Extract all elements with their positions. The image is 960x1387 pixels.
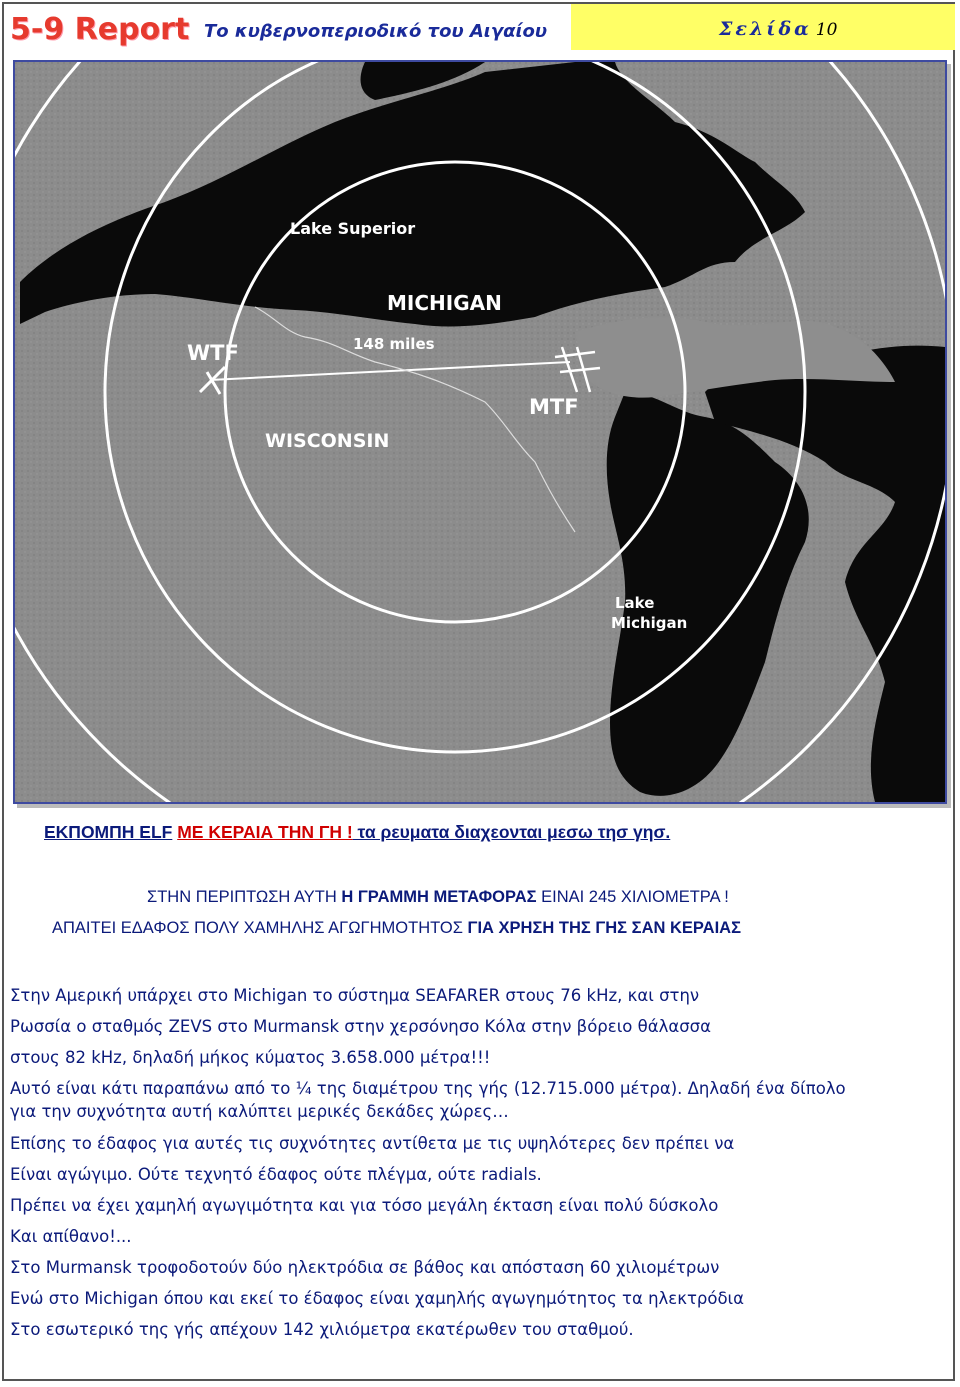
caption-elf: ΕΚΠΟΜΠΗ ELF <box>44 822 173 842</box>
label-distance: 148 miles <box>353 335 435 353</box>
header-title-area <box>4 4 567 48</box>
ground-requirement-text: ΑΠΑΙΤΕΙ ΕΔΑΦΟΣ ΠΟΛΥ ΧΑΜΗΛΗΣ ΑΓΩΓΗΜΟΤΗΤΟΣ ΓΙΑ ΧΡΗΣΗ ΤΗΣ ΓΗΣ ΣΑΝ ΚΕΡΑΙΑΣ <box>52 919 741 937</box>
caption-earth-antenna: ΜΕ ΚΕΡΑΙΑ ΤΗΝ ΓΗ ! <box>177 822 353 842</box>
body-line-10: Στο Murmansk τροφοδοτούν δύο ηλεκτρόδια σε βάθος και απόσταση 60 χιλιομέτρων <box>10 1258 720 1277</box>
body-line-4: Αυτό είναι κάτι παραπάνω από το ¼ της διαμέτρου της γής (12.715.000 μέτρα). Δηλαδή ένα δίπολο <box>10 1079 846 1098</box>
page-number: 10 <box>815 20 838 40</box>
label-lake-superior: Lake Superior <box>290 219 416 238</box>
map-image <box>13 60 947 804</box>
body-line-5: για την συχνότητα αυτή καλύπτει μερικές δεκάδες χώρες… <box>10 1102 509 1121</box>
label-wtf: WTF <box>187 341 239 365</box>
body-line-7: Είναι αγώγιμο. Ούτε τεχνητό έδαφος ούτε πλέγμα, ούτε radials. <box>10 1165 542 1184</box>
header-page-area <box>571 4 955 50</box>
body-line-3: στους 82 kHz, δηλαδή μήκος κύματος 3.658.000 μέτρα!!! <box>10 1048 491 1067</box>
map-caption <box>44 822 670 843</box>
caption-currents: τα ρευματα διαχεονται μεσω τησ γησ. <box>352 822 671 842</box>
label-michigan: MICHIGAN <box>387 291 502 315</box>
label-wisconsin: WISCONSIN <box>265 430 390 452</box>
report-subtitle: Το κυβερνοπεριοδικό του Αιγαίου <box>204 21 547 42</box>
label-mtf: MTF <box>529 395 579 419</box>
page-header <box>4 4 955 48</box>
body-line-2: Ρωσσία ο σταθμός ZEVS στο Murmansk στην χερσόνησο Κόλα στην βόρειο θάλασσα <box>10 1017 712 1036</box>
report-title: 5-9 Report <box>10 12 190 47</box>
body-line-11: Ενώ στο Michigan όπου και εκεί το έδαφος είναι χαμηλής αγωγημότητος τα ηλεκτρόδια <box>10 1289 745 1308</box>
body-line-1: Στην Αμερική υπάρχει στο Michigan το σύστημα SEAFARER στους 76 kHz, και στην <box>10 986 700 1005</box>
body-line-8: Πρέπει να έχει χαμηλή αγωγιμότητα και για τόσο μεγάλη έκταση είναι πολύ δύσκολο <box>10 1196 719 1215</box>
page-label: Σελίδα 10 <box>719 18 838 40</box>
label-lake-michigan: Michigan <box>611 614 688 632</box>
label-lake: Lake <box>615 594 655 612</box>
body-line-9: Και απίθανο!... <box>10 1227 132 1246</box>
great-lakes-map <box>15 62 945 802</box>
transmission-line-text: ΣΤΗΝ ΠΕΡΙΠΤΩΣΗ ΑΥΤΗ Η ΓΡΑΜΜΗ ΜΕΤΑΦΟΡΑΣ ΕΙΝΑΙ 245 ΧΙΛΙΟΜΕΤΡΑ ! <box>147 888 729 906</box>
body-line-12: Στο εσωτερικό της γής απέχουν 142 χιλιόμετρα εκατέρωθεν του σταθμού. <box>10 1320 634 1339</box>
body-line-6: Επίσης το έδαφος για αυτές τις συχνότητες αντίθετα με τις υψηλότερες δεν πρέπει να <box>10 1134 735 1153</box>
